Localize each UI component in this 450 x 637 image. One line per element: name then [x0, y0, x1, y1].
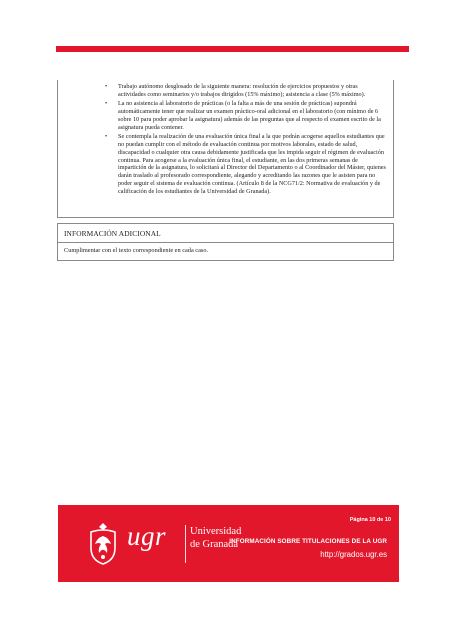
university-name: Universidad de Granada: [190, 526, 242, 550]
evaluation-section: [57, 80, 394, 218]
page-footer: [58, 505, 399, 582]
bullet-icon: •: [105, 132, 108, 140]
university-seal-icon: [83, 520, 123, 566]
footer-info-title: INFORMACIÓN SOBRE TITULACIONES DE LA UGR: [229, 538, 387, 545]
additional-info-section: [57, 223, 394, 261]
logo-divider: [185, 525, 186, 563]
additional-info-heading: INFORMACIÓN ADICIONAL: [58, 224, 393, 243]
list-item: • Trabajo autónomo desglosado de la siguiente manera: resolución de ejercicios propuestos y otras actividades como seminarios y/o trabajos dirigidos (15% máximo); asistencia a clase (5% máximo).: [105, 83, 366, 98]
ugr-logo: ugr: [127, 521, 167, 551]
bullet-icon: •: [105, 100, 108, 107]
evaluation-criteria-list: [58, 80, 393, 196]
bullet-icon: •: [105, 83, 108, 90]
header-rule: [56, 46, 409, 52]
list-item: • La no asistencia al laboratorio de prácticas (o la falta a más de una sesión de prácticas) supondrá automáticamente tener que realizar un examen práctico-oral adicional en el laboratorio (con mínimo de 6 sobre 10 para poder aprobar la asignatura) además de las preguntas que al respecto el examen escrito de la asignatura pueda contener.: [105, 100, 381, 131]
list-item: • Se contempla la realización de una evaluación única final a la que podrán acogerse aquellos estudiantes que no puedan cumplir con el método de evaluación continua por motivos laborales, estado de salud, discapacidad o cualquier otra causa debidamente justificada que les impida seguir el régimen de evaluación continua. Para acogerse a la evaluación única final, el estudiante, en las dos primeras semanas de impartición de la asignatura, lo solicitará al Director del Departamento o al Coordinador del Máster, quienes darán traslado al profesorado correspondiente, alegando y acreditando las razones que le asisten para no poder seguir el sistema de evaluación continua. (Artículo 8 de la NCG71/2: Normativa de evaluación y de calificación de los estudiantes de la Universidad de Granada).: [105, 132, 386, 196]
page-number: Página 10 de 10: [349, 517, 391, 523]
additional-info-body: Cumplimentar con el texto correspondiente en cada caso.: [64, 247, 209, 254]
footer-url-link[interactable]: http://grados.ugr.es: [320, 550, 387, 559]
